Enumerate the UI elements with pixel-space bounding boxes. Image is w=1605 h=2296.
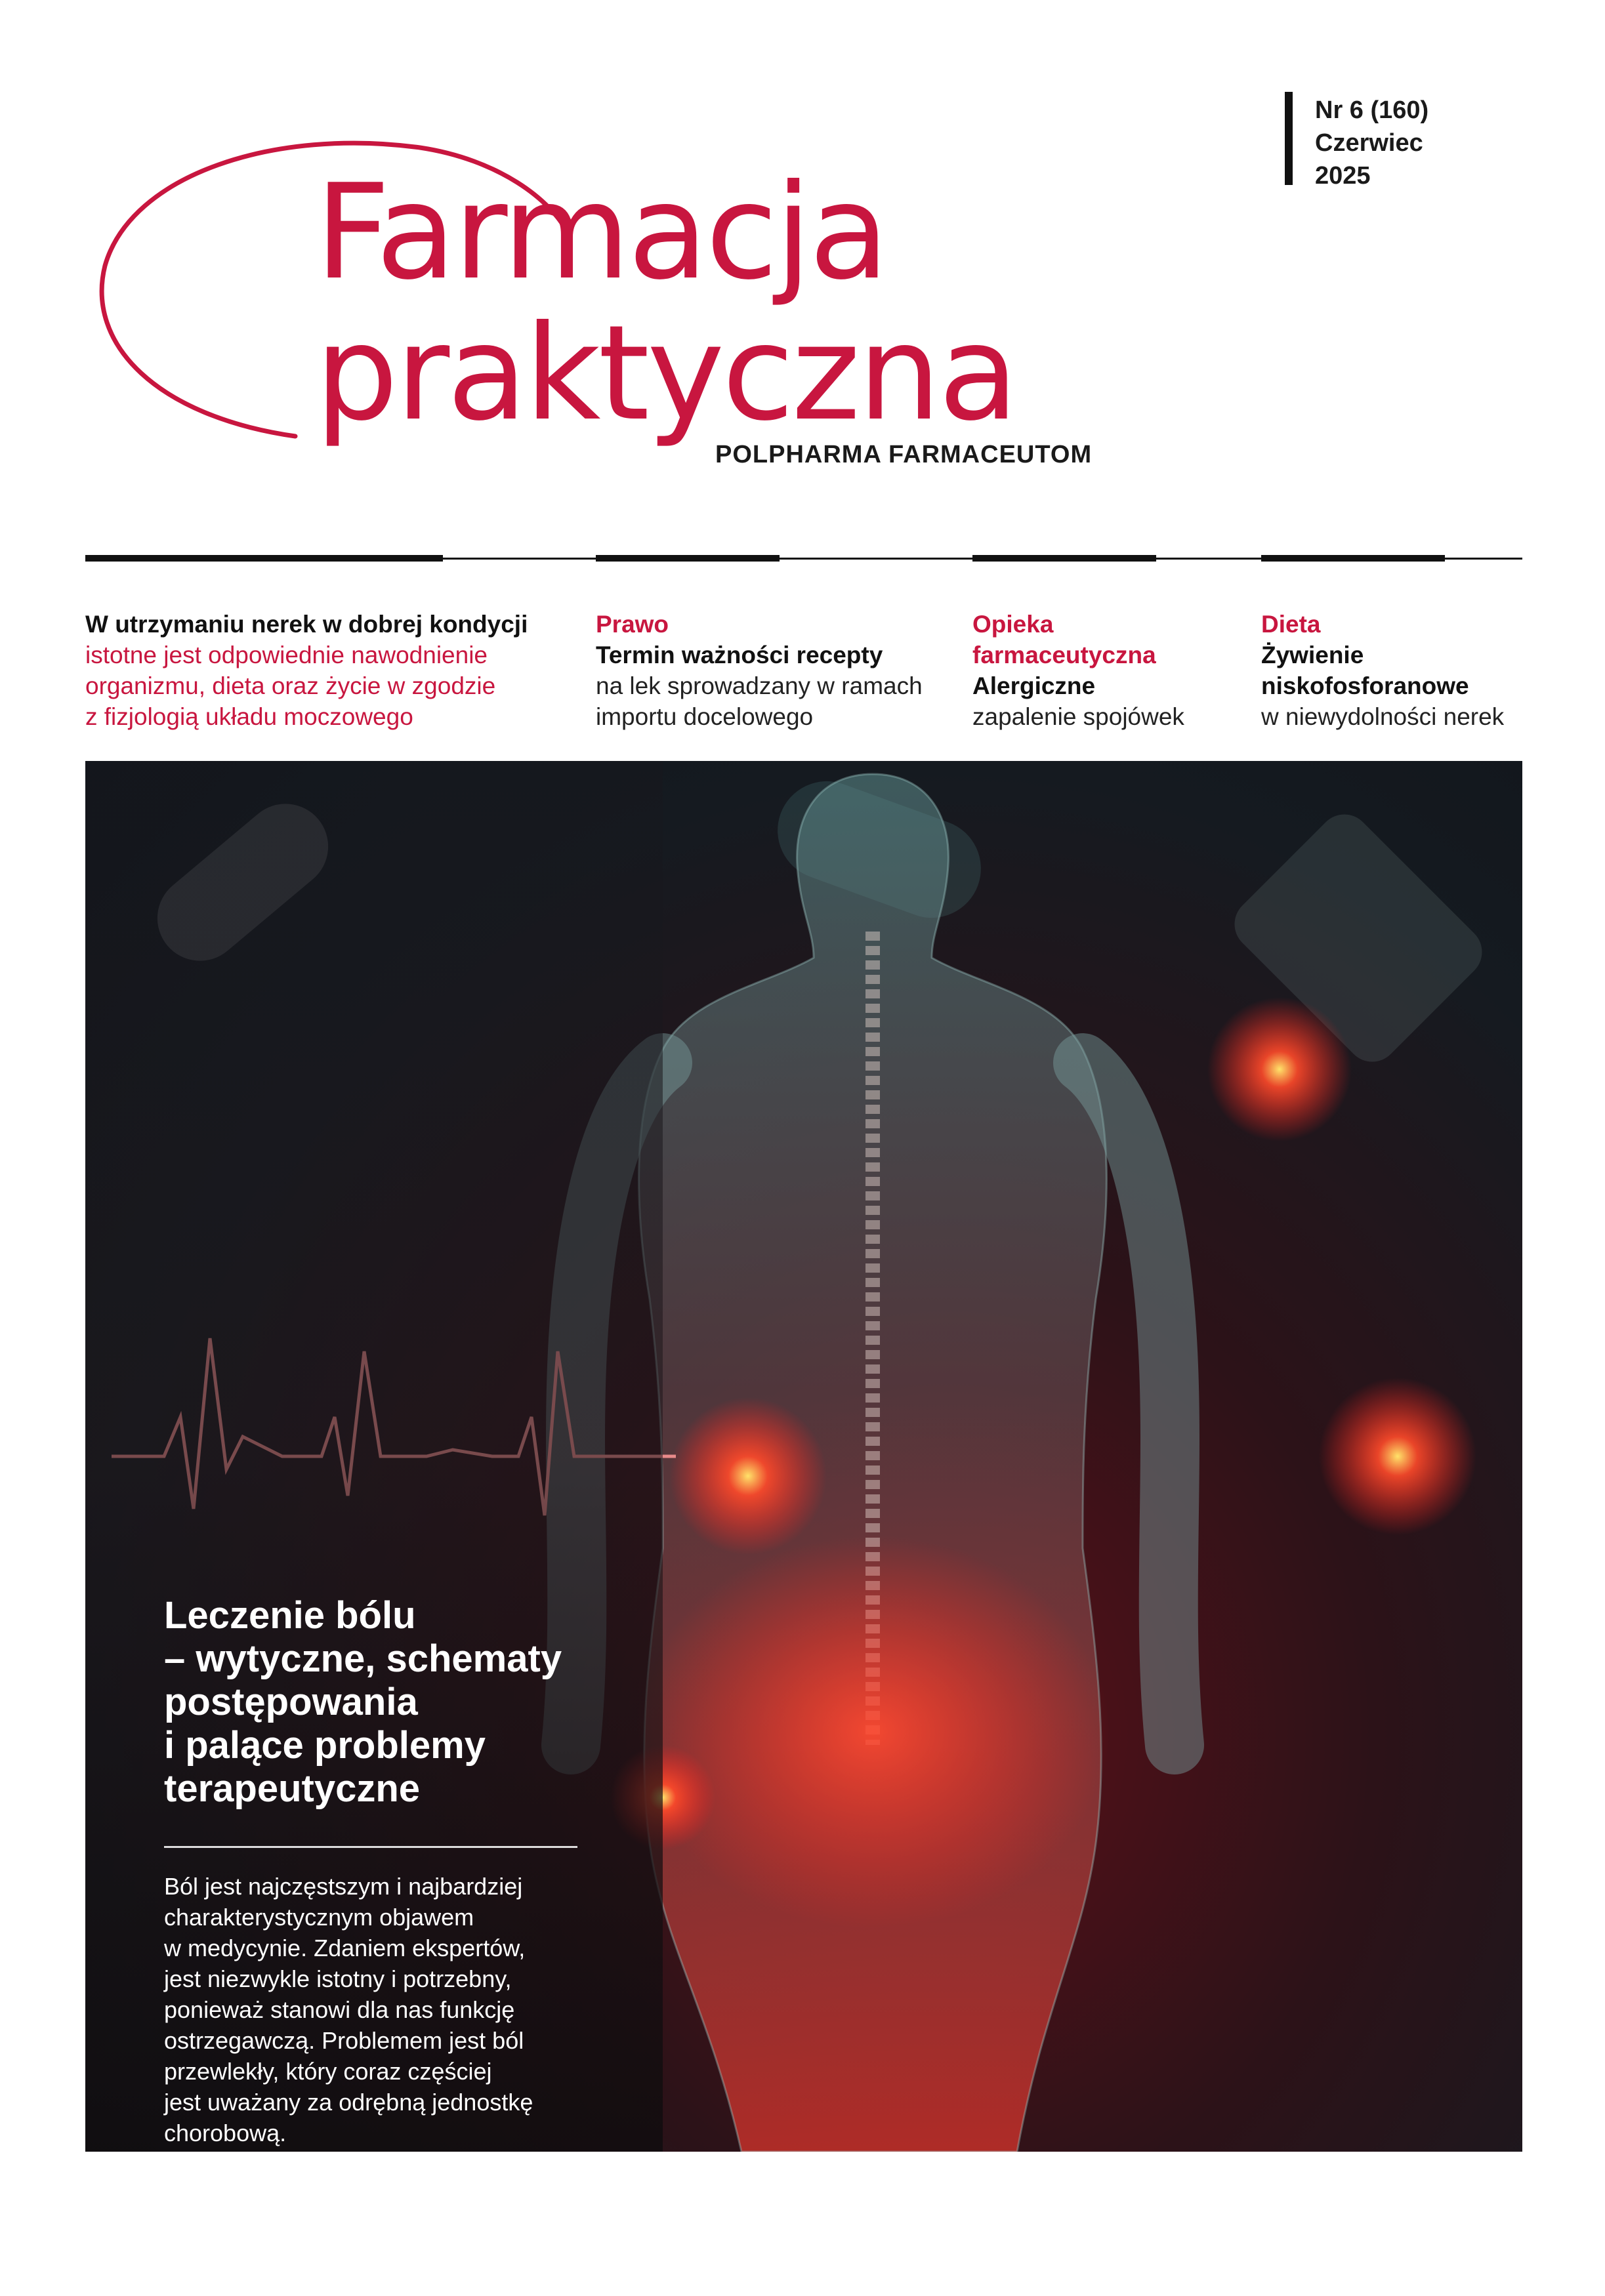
teaser-pharma-care[interactable] (972, 609, 1248, 732)
teaser-rule-4 (1261, 555, 1445, 562)
teaser-rule-3 (972, 555, 1156, 562)
teaser-diet[interactable] (1261, 609, 1524, 732)
feature-title-line: terapeutyczne (164, 1767, 421, 1810)
feature-lead (164, 1871, 584, 2148)
pain-glow-shoulder (1207, 997, 1352, 1141)
feature-rule (164, 1846, 577, 1848)
issue-marker-bar (1285, 92, 1293, 185)
teaser-line: w niewydolności nerek (1261, 703, 1505, 730)
issue-month: Czerwiec (1315, 129, 1423, 157)
feature-lead-line: chorobową. (164, 2120, 287, 2146)
teaser-line: organizmu, dieta oraz życie w zgodzie (85, 672, 496, 699)
feature-lead-line: w medycynie. Zdaniem ekspertów, (164, 1935, 526, 1961)
teaser-headline: W utrzymaniu nerek w dobrej kondycji (85, 611, 528, 638)
logo-title-line-1: Farmacja (315, 156, 887, 309)
teaser-headline: Termin ważności recepty (596, 642, 883, 668)
feature-lead-line: ostrzegawczą. Problemem jest ból (164, 2027, 524, 2054)
teaser-rule-1 (85, 555, 443, 562)
feature-lead-line: ponieważ stanowi dla nas funkcję (164, 1996, 515, 2023)
pain-glow-right-elbow (1319, 1378, 1476, 1535)
teaser-category: farmaceutyczna (972, 642, 1156, 668)
feature-lead-line: charakterystycznym objawem (164, 1904, 474, 1931)
pain-glow-left-elbow (669, 1397, 827, 1555)
feature-lead-line: Ból jest najczęstszym i najbardziej (164, 1873, 523, 1900)
teaser-headline: Alergiczne (972, 672, 1096, 699)
teaser-category: Dieta (1261, 611, 1321, 638)
teaser-law[interactable] (596, 609, 950, 732)
logo-title-line-2: praktyczna (315, 297, 1016, 450)
teaser-category: Opieka (972, 611, 1054, 638)
feature-title-line: i palące problemy (164, 1724, 486, 1767)
feature-lead-line: jest uważany za odrębną jednostkę (164, 2089, 533, 2116)
logo-tagline: POLPHARMA FARMACEUTOM (715, 441, 1093, 468)
feature-title-line: postępowania (164, 1681, 418, 1723)
teaser-line: importu docelowego (596, 703, 814, 730)
teaser-line: istotne jest odpowiednie nawodnienie (85, 642, 488, 668)
teaser-headline: Żywienie (1261, 642, 1364, 668)
teaser-line: na lek sprowadzany w ramach (596, 672, 923, 699)
feature-title-line: Leczenie bólu (164, 1594, 416, 1637)
teaser-headline: niskofosforanowe (1261, 672, 1469, 699)
teaser-category: Prawo (596, 611, 669, 638)
teaser-kidneys[interactable] (85, 609, 571, 732)
feature-lead-line: przewlekły, który coraz częściej (164, 2058, 492, 2085)
pelvis-glow (636, 1535, 1109, 1929)
feature-lead-line: jest niezwykle istotny i potrzebny, (164, 1965, 512, 1992)
teaser-rule-2 (596, 555, 780, 562)
issue-year: 2025 (1315, 162, 1371, 190)
teaser-line: zapalenie spojówek (972, 703, 1184, 730)
issue-number: Nr 6 (160) (1315, 96, 1429, 124)
feature-title[interactable] (164, 1594, 597, 1811)
teaser-line: z fizjologią układu moczowego (85, 703, 413, 730)
feature-title-line: – wytyczne, schematy (164, 1637, 562, 1680)
